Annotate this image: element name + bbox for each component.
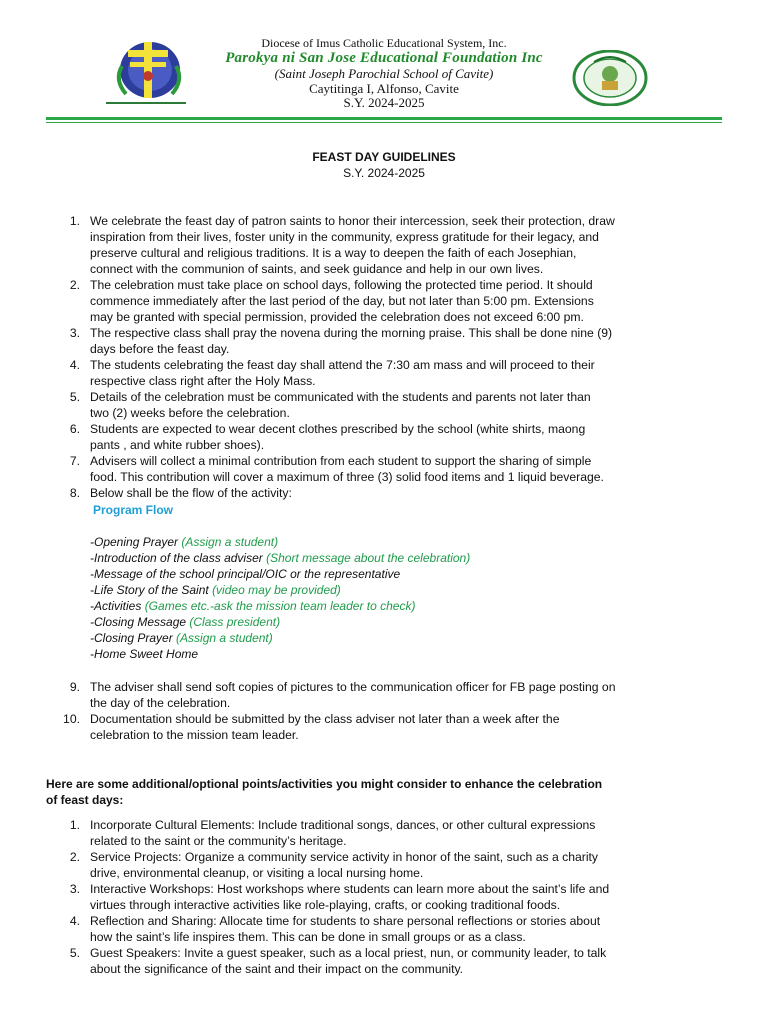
- program-flow-step: -Opening Prayer: [90, 535, 182, 549]
- program-flow-note: (video may be provided): [212, 583, 341, 597]
- document-title: FEAST DAY GUIDELINES: [312, 150, 456, 164]
- guideline-item-text: We celebrate the feast day of patron saints to honor their intercession, seek their protection, draw: [90, 214, 615, 228]
- header-divider-thick: [46, 117, 722, 120]
- guideline-item-text: respective class right after the Holy Mass.: [90, 374, 316, 388]
- guideline-item-text: Documentation should be submitted by the class adviser not later than a week after the: [90, 712, 560, 726]
- additional-point-item-number: 3.: [69, 882, 80, 896]
- additional-point-item-text: related to the saint or the community’s heritage.: [90, 834, 347, 848]
- school-year: S.Y. 2024-2025: [343, 95, 425, 110]
- program-flow-item: [90, 566, 470, 582]
- guideline-item-number: 10.: [63, 712, 80, 726]
- guideline-item-text: two (2) weeks before the celebration.: [90, 406, 290, 420]
- additional-point-item-text: Reflection and Sharing: Allocate time for students to share personal reflections or stories about: [90, 914, 601, 928]
- guideline-item-text: pants , and white rubber shoes).: [90, 438, 265, 452]
- additional-point-item-number: 1.: [69, 818, 80, 832]
- additional-point-item-number: 4.: [69, 914, 80, 928]
- guideline-item-number: 7.: [69, 454, 80, 468]
- guideline-item-text: preserve cultural and religious traditions. It is a way to deepen the faith of each Josephian,: [90, 246, 577, 260]
- additional-heading-line: of feast days:: [46, 793, 124, 807]
- program-flow-step: -Life Story of the Saint: [90, 583, 213, 597]
- program-flow-note: (Class president): [189, 615, 281, 629]
- program-flow-item: [90, 534, 470, 550]
- guideline-item-text: the day of the celebration.: [90, 696, 231, 710]
- program-flow-step: -Activities: [90, 599, 145, 613]
- guideline-item-text: celebration to the mission team leader.: [90, 728, 299, 742]
- letterhead: [0, 0, 768, 120]
- guideline-item-text: commence immediately after the last period of the day, but not later than 5:00 pm. Extensions: [90, 294, 594, 308]
- additional-heading-line: Here are some additional/optional points/activities you might consider to enhance the celebration: [46, 777, 603, 791]
- additional-points-heading: [46, 776, 726, 808]
- program-flow-item: [90, 630, 470, 646]
- school-address: Caytitinga I, Alfonso, Cavite: [309, 81, 459, 96]
- guideline-item-text: Students are expected to wear decent clothes prescribed by the school (white shirts, maong: [90, 422, 586, 436]
- program-flow-note: (Games etc.-ask the mission team leader to check): [144, 599, 416, 613]
- program-flow-heading: Program Flow: [93, 503, 174, 517]
- guideline-item-text: The adviser shall send soft copies of pictures to the communication officer for FB page posting on: [90, 680, 616, 694]
- school-name: (Saint Joseph Parochial School of Cavite): [274, 66, 494, 81]
- guideline-item-text: The celebration must take place on school days, following the protected time period. It should: [90, 278, 593, 292]
- school-seal-logo-icon: [572, 50, 648, 106]
- program-flow-item: [90, 614, 470, 630]
- guideline-item-text: connect with the communion of saints, and seek guidance and help in our own lives.: [90, 262, 544, 276]
- program-flow-step: -Home Sweet Home: [90, 647, 199, 661]
- guideline-item-number: 3.: [69, 326, 80, 340]
- guideline-item-number: 9.: [69, 680, 80, 694]
- additional-point-item-text: Interactive Workshops: Host workshops where students can learn more about the saint’s life and: [90, 882, 610, 896]
- guideline-item-text: inspiration from their lives, foster unity in the community, express gratitude for their legacy, and: [90, 230, 599, 244]
- guideline-item-text: Advisers will collect a minimal contribution from each student to support the sharing of simple: [90, 454, 592, 468]
- additional-point-item-text: Guest Speakers: Invite a guest speaker, such as a local priest, nun, or community leader, to talk: [90, 946, 607, 960]
- diocese-name: Diocese of Imus Catholic Educational System, Inc.: [261, 36, 507, 50]
- guideline-item-number: 5.: [69, 390, 80, 404]
- guideline-item-number: 6.: [69, 422, 80, 436]
- program-flow-list: [90, 534, 470, 662]
- additional-point-item-text: about the significance of the saint and their impact on the community.: [90, 962, 464, 976]
- program-flow-item: [90, 582, 470, 598]
- program-flow-step: -Message of the school principal/OIC or the representative: [90, 567, 401, 581]
- program-flow-note: (Assign a student): [176, 631, 273, 645]
- guideline-item-number: 2.: [69, 278, 80, 292]
- diocese-cross-logo-icon: [104, 36, 188, 108]
- additional-point-item-text: how the saint’s life inspires them. This can be done in small groups or as a class.: [90, 930, 526, 944]
- additional-point-item-number: 5.: [69, 946, 80, 960]
- foundation-name: Parokya ni San Jose Educational Foundation Inc: [225, 50, 543, 66]
- program-flow-item: [90, 550, 470, 566]
- program-flow-step: -Closing Message: [90, 615, 190, 629]
- additional-point-item-text: virtues through interactive activities like role-playing, crafts, or cooking traditional foods.: [90, 898, 561, 912]
- guideline-item-number: 8.: [69, 486, 80, 500]
- program-flow-item: [90, 646, 470, 662]
- guideline-item-number: 4.: [69, 358, 80, 372]
- header-divider-thin: [46, 122, 722, 123]
- guideline-item-text: food. This contribution will cover a maximum of three (3) solid food items and 1 liquid beverage.: [90, 470, 604, 484]
- guideline-item-text: Details of the celebration must be communicated with the students and parents not later than: [90, 390, 591, 404]
- additional-point-item-number: 2.: [69, 850, 80, 864]
- additional-point-item-text: Service Projects: Organize a community service activity in honor of the saint, such as a charity: [90, 850, 599, 864]
- guideline-item-text: Below shall be the flow of the activity:: [90, 486, 292, 500]
- guideline-item-text: The students celebrating the feast day shall attend the 7:30 am mass and will proceed to their: [90, 358, 595, 372]
- program-flow-step: -Closing Prayer: [90, 631, 177, 645]
- program-flow-note: (Assign a student): [181, 535, 279, 549]
- guideline-item-text: The respective class shall pray the novena during the morning praise. This shall be done nine (9): [90, 326, 613, 340]
- program-flow-step: -Introduction of the class adviser: [90, 551, 267, 565]
- additional-point-item-text: drive, environmental cleanup, or visiting a local nursing home.: [90, 866, 424, 880]
- program-flow-note: (Short message about the celebration): [266, 551, 471, 565]
- program-flow-item: [90, 598, 470, 614]
- document-subtitle: S.Y. 2024-2025: [343, 166, 425, 180]
- guideline-item-text: may be granted with special permission, provided the celebration does not exceed 6:00 pm.: [90, 310, 584, 324]
- additional-point-item-text: Incorporate Cultural Elements: Include traditional songs, dances, or other cultural expressions: [90, 818, 596, 832]
- guideline-item-text: days before the feast day.: [90, 342, 230, 356]
- guideline-item-number: 1.: [69, 214, 80, 228]
